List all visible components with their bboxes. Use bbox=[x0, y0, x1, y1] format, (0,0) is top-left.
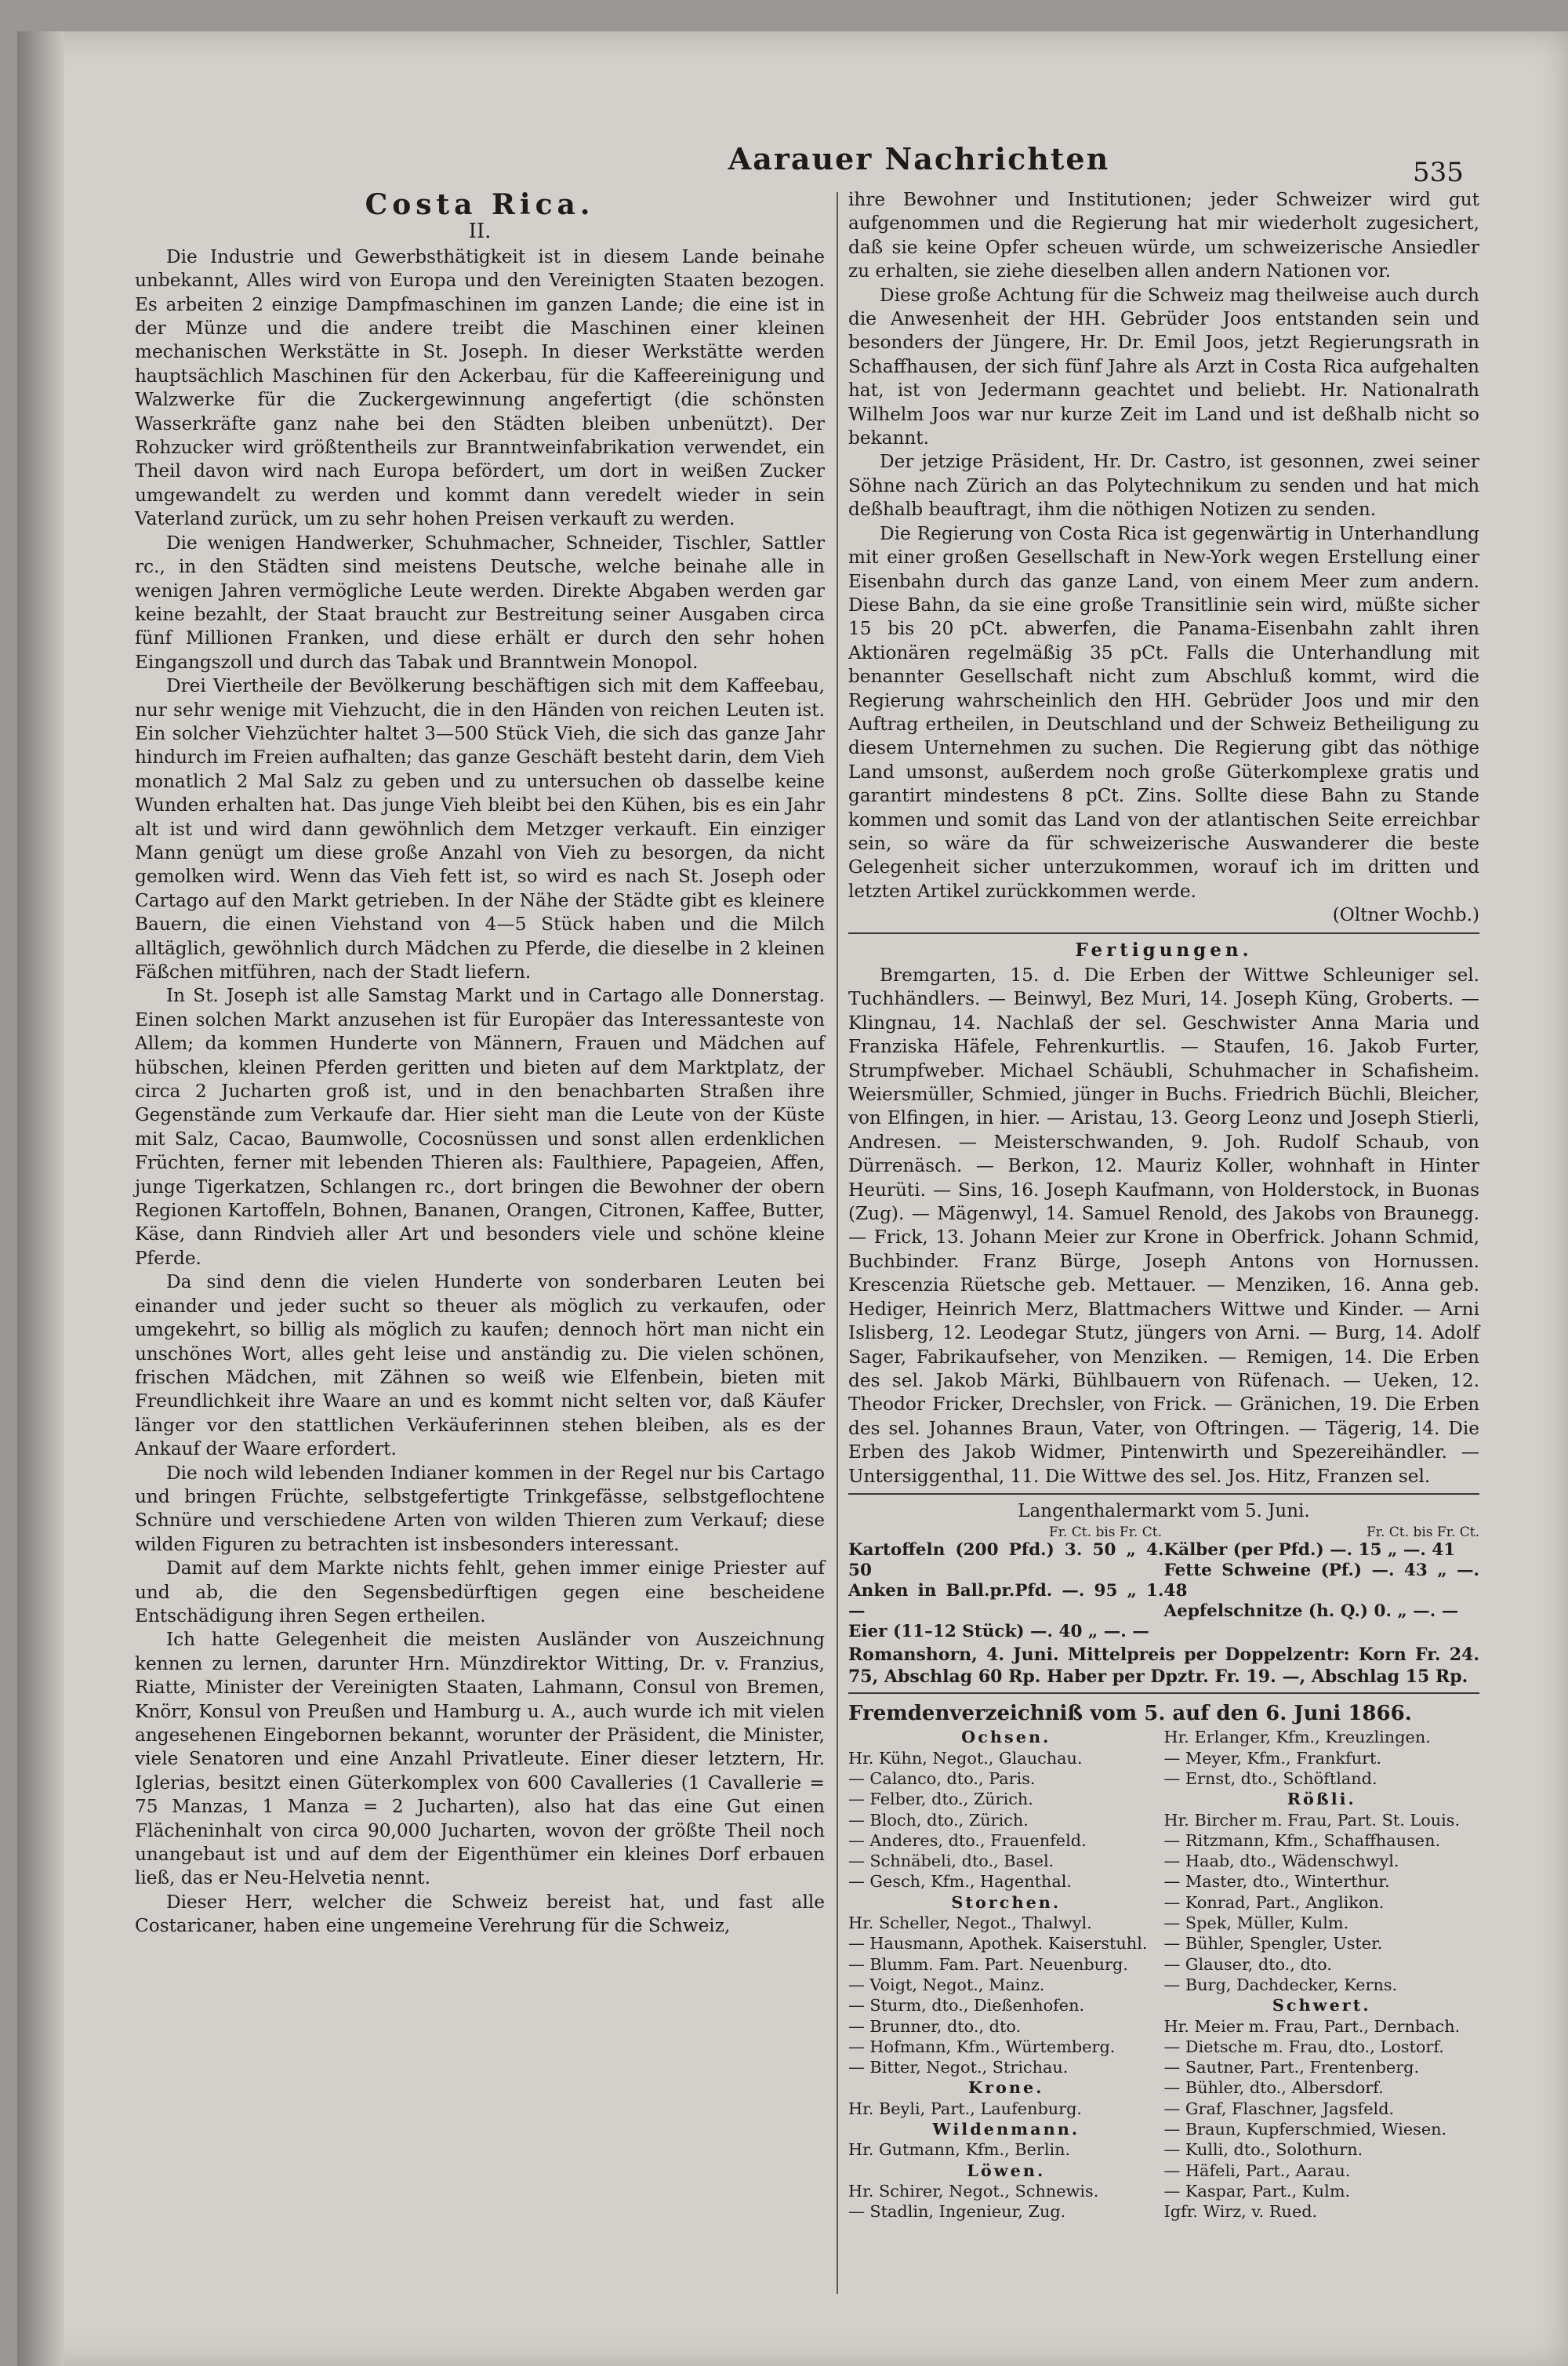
article-title: Costa Rica. bbox=[365, 188, 595, 221]
guest-entry: Igfr. Wirz, v. Rued. bbox=[1163, 2202, 1318, 2222]
fremden-left bbox=[848, 1727, 1164, 2222]
article-part: II. bbox=[468, 220, 492, 244]
guest-entry: — Glauser, dto., dto. bbox=[1163, 1954, 1332, 1974]
guest-entry: Hr. Scheller, Negot., Thalwyl. bbox=[848, 1914, 1092, 1933]
fremden-heading: Fremdenverzeichniß vom 5. auf den 6. Juni 1866. bbox=[848, 1702, 1412, 1726]
article-paragraph: Damit auf dem Markte nichts fehlt, gehen immer einige Priester auf und ab, die den Segensbedürftigen gegen eine bescheidene Entschädigung ihren Segen ertheilen. bbox=[135, 1557, 825, 1626]
guest-entry: — Bühler, Spengler, Uster. bbox=[1163, 1934, 1383, 1953]
article-paragraph: Die noch wild lebenden Indianer kommen in der Regel nur bis Cartago und bringen Früchte, selbstgefertigte Trinkgefässe, selbstgeflochtene Schnüre und verschiedene Arten von wilden Thieren zum Verkauf; diese wilden Figuren zu betrachten ist insbesonders interessant. bbox=[135, 1462, 825, 1555]
fremden-right bbox=[1164, 1727, 1480, 2222]
section-divider bbox=[848, 932, 1479, 934]
article-continuation: Die Regierung von Costa Rica ist gegenwärtig in Unterhandlung mit einer großen Gesellschaft in New-York wegen Erstellung einer Eisenbahn durch das ganze Land, von einem Meer zum andern. Diese Bahn, da sie eine große Transitlinie sein wird, müßte sicher 15 bis 20 pCt. abwerfen, die Panama-Eisenbahn zahlt ihren Aktionären regelmäßig 35 pCt. Falls die Unterhandlung mit benannter Gesellschaft nicht zum Abschluß kommt, wird die Regierung wahrscheinlich den HH. Gebrüder Joos und mir den Auftrag ertheilen, in Deutschland und der Schweiz Betheiligung zu diesem Unternehmen zu suchen. Die Regierung gibt das nöthige Land umsonst, außerdem noch große Güterkomplexe gratis und garantirt mindestens 8 pCt. Zins. Sollte diese Bahn zu Stande kommen und somit das Land von der atlantischen Seite erreichbar sein, so wäre da für schweizerische Auswanderer die beste Gelegenheit sicher unterzukommen, worauf ich im dritten und letzten Artikel zurückkommen werde. bbox=[848, 522, 1479, 902]
guest-entry: — Calanco, dto., Paris. bbox=[848, 1768, 1036, 1788]
guest-entry: — Blumm. Fam. Part. Neuenburg. bbox=[848, 1954, 1128, 1974]
hotel-name: Wildenmann. bbox=[932, 2118, 1080, 2139]
newspaper-page bbox=[17, 31, 1568, 2366]
hotel-name: Ochsen. bbox=[961, 1727, 1051, 1747]
guest-entry: — Haab, dto., Wädenschwyl. bbox=[1163, 1852, 1399, 1871]
column-rule bbox=[837, 192, 838, 2294]
guest-entry: — Anderes, dto., Frauenfeld. bbox=[848, 1830, 1087, 1850]
article-paragraph: In St. Joseph ist alle Samstag Markt und in Cartago alle Donnerstag. Einen solchen Markt anzusehen ist für Europäer das Interessanteste von Allem; da kommen Hunderte von Männern, Frauen und Mädchen auf hübschen, kleinen Pferden geritten und bieten auf dem Marktplatz, der circa 2 Jucharten groß ist, und in den benachbarten Straßen ihre Gegenstände zum Verkaufe dar. Hier sieht man die Leute von der Küste mit Salz, Cacao, Baumwolle, Cocosnüssen und sonst allen erdenklichen Früchten, ferner mit lebenden Thieren als: Faulthiere, Papageien, Affen, junge Tigerkatzen, Schlangen rc., dort bringen die Bewohner der obern Regionen Kartoffeln, Bohnen, Bananen, Orangen, Citronen, Kaffee, Butter, Käse, dann Rindvieh aller Art und besonders viele und schöne kleine Pferde. bbox=[135, 985, 825, 1269]
fertigungen-heading: Fertigungen. bbox=[1075, 939, 1253, 961]
market-row: Kartoffeln (200 Pfd.) 3. 50 „ 4. 50 bbox=[848, 1540, 1164, 1581]
market-row: Eier (11–12 Stück) —. 40 „ —. — bbox=[848, 1622, 1149, 1642]
guest-entry: — Schnäbeli, dto., Basel. bbox=[848, 1852, 1054, 1871]
market-units-left: Fr. Ct. bis Fr. Ct. bbox=[1048, 1525, 1162, 1541]
market-row: Kälber (per Pfd.) —. 15 „ —. 41 bbox=[1163, 1540, 1456, 1561]
guest-entry: — Master, dto., Winterthur. bbox=[1163, 1872, 1390, 1892]
article-paragraph: Dieser Herr, welcher die Schweiz bereist hat, und fast alle Costaricaner, haben eine ungemeine Verehrung für die Schweiz, bbox=[135, 1891, 825, 1937]
article-continuation: ihre Bewohner und Institutionen; jeder Schweizer wird gut aufgenommen und die Regierung hat mir wiederholt zugesichert, daß sie keine Opfer scheuen würde, um schweizerische Ansiedler zu erhalten, sie ziehe dieselben allen andern Nationen vor. bbox=[848, 189, 1479, 282]
article-paragraph: Ich hatte Gelegenheit die meisten Ausländer von Auszeichnung kennen zu lernen, darunter Hrn. Münzdirektor Witting, Dr. v. Franzius, Riatte, Minister der Vereinigten Staaten, Lahmann, Consul von Bremen, Knörr, Konsul von Preußen und Hamburg u. A., auch wurde ich mit vielen angesehenen Eingebornen bekannt, worunter der Präsident, die Minister, viele Senatoren und eine Anzahl Privatleute. Einer dieser letztern, Hr. Iglerias, besitzt einen Güterkomplex von 600 Cavalleries (1 Cavallerie = 75 Manzas, 1 Manza = 2 Jucharten), also hat das eine Gut einen Flächeninhalt von circa 90,000 Jucharten, wovon der größte Theil noch unangebaut ist und auf dem der Eigenthümer ein kleines Dorf erbauen ließ, das er Neu-Helvetia nennt. bbox=[135, 1629, 825, 1889]
page-number: 535 bbox=[1413, 157, 1464, 188]
market-left bbox=[848, 1540, 1164, 1642]
market-row: Aepfelschnitze (h. Q.) 0. „ —. — bbox=[1163, 1601, 1459, 1622]
market-heading: Langenthalermarkt vom 5. Juni. bbox=[1018, 1500, 1310, 1521]
guest-entry: — Hofmann, Kfm., Würtemberg. bbox=[848, 2037, 1116, 2056]
market-note: Romanshorn, 4. Juni. Mittelpreis per Doppelzentr: Korn Fr. 24. 75, Abschlag 60 Rp. Haber per Dpztr. Fr. 19. —, Abschlag 15 Rp. bbox=[848, 1645, 1479, 1688]
guest-entry: — Häfeli, Part., Aarau. bbox=[1163, 2161, 1351, 2180]
market-row: Fette Schweine (Pf.) —. 43 „ —. 48 bbox=[1163, 1561, 1479, 1601]
guest-entry: Hr. Erlanger, Kfm., Kreuzlingen. bbox=[1163, 1728, 1431, 1747]
hotel-name: Storchen. bbox=[951, 1892, 1062, 1912]
guest-entry: — Ritzmann, Kfm., Schaffhausen. bbox=[1163, 1830, 1441, 1850]
market-units bbox=[848, 1525, 1479, 1540]
guest-entry: — Hausmann, Apothek. Kaiserstuhl. bbox=[848, 1934, 1148, 1953]
guest-entry: Hr. Gutmann, Kfm., Berlin. bbox=[848, 2140, 1071, 2160]
left-column bbox=[135, 188, 825, 1939]
article-paragraph: Die wenigen Handwerker, Schuhmacher, Schneider, Tischler, Sattler rc., in den Städten sind meistens Deutsche, welche beinahe alle in wenigen Jahren vermögliche Leute werden. Direkte Abgaben werden gar keine bezahlt, der Staat braucht zur Bestreitung seiner Ausgaben circa fünf Millionen Franken, und diese erhält er durch den sehr hohen Eingangszoll und durch das Tabak und Branntwein Monopol. bbox=[135, 532, 825, 673]
article-continuation: Der jetzige Präsident, Hr. Dr. Castro, ist gesonnen, zwei seiner Söhne nach Zürich an das Polytechnikum zu senden und hat mich deßhalb beauftragt, ihm die nöthigen Notizen zu senden. bbox=[848, 451, 1479, 521]
article-paragraph: Da sind denn die vielen Hunderte von sonderbaren Leuten bei einander und jeder sucht so theuer als möglich zu verkaufen, oder umgekehrt, so billig als möglich zu kaufen; dennoch hört man nicht ein unschönes Wort, alles geht leise und anständig zu. Die vielen schönen, frischen Mädchen, mit Zähnen so weiß wie Elfenbein, bieten mit Freundlichkeit ihre Waare an und es kommt nicht selten vor, daß Käufer länger vor den stattlichen Verkäuferinnen stehen bleiben, als es der Ankauf der Waare erfordert. bbox=[135, 1271, 825, 1460]
guest-entry: — Stadlin, Ingenieur, Zug. bbox=[848, 2202, 1066, 2222]
running-head: Aarauer Nachrichten bbox=[728, 141, 1110, 176]
guest-entry: Hr. Kühn, Negot., Glauchau. bbox=[848, 1748, 1083, 1768]
guest-entry: — Felber, dto., Zürich. bbox=[848, 1790, 1033, 1809]
guest-entry: — Kulli, dto., Solothurn. bbox=[1163, 2140, 1363, 2160]
hotel-name: Schwert. bbox=[1272, 1995, 1371, 2015]
guest-entry: — Graf, Flaschner, Jagsfeld. bbox=[1163, 2099, 1395, 2118]
guest-entry: — Meyer, Kfm., Frankfurt. bbox=[1163, 1748, 1381, 1768]
article-continuation: Diese große Achtung für die Schweiz mag theilweise auch durch die Anwesenheit der HH. Gebrüder Joos entstanden sein und besonders der Jüngere, Hr. Dr. Emil Joos, jetzt Regierungsrath in Schaffhausen, der sich fünf Jahre als Arzt in Costa Rica aufgehalten hat, ist von Jedermann geachtet und beliebt. Hr. Nationalrath Wilhelm Joos war nur kurze Zeit im Land und ist deßhalb nicht so bekannt. bbox=[848, 284, 1479, 449]
hotel-name: Löwen. bbox=[967, 2160, 1046, 2180]
market-units-right: Fr. Ct. bis Fr. Ct. bbox=[1366, 1525, 1479, 1541]
guest-entry: — Brunner, dto., dto. bbox=[848, 2016, 1022, 2036]
guest-entry: — Burg, Dachdecker, Kerns. bbox=[1163, 1975, 1398, 1994]
guest-entry: — Bloch, dto., Zürich. bbox=[848, 1810, 1029, 1830]
article-paragraph: Die Industrie und Gewerbsthätigkeit ist in diesem Lande beinahe unbekannt, Alles wird von Europa und den Vereinigten Staaten bezogen. Es arbeiten 2 einzige Dampfmaschinen im ganzen Lande; die eine ist in der Münze und die andere treibt die Maschinen einer kleinen mechanischen Werkstätte in St. Joseph. In dieser Werkstätte werden hauptsächlich Maschinen für den Ackerbau, für die Kaffeereinigung und Walzwerke für die Zuckergewinnung angefertigt (die schönsten Wasserkräfte ganz nahe bei den Städten bleiben unbenützt). Der Rohzucker wird größtentheils zur Branntweinfabrikation verwendet, ein Theil davon wird nach Europa befördert, um dort in weißen Zucker umgewandelt zu werden und kommt dann veredelt wieder in sein Vaterland zurück, um zu sehr hohen Preisen verkauft zu werden. bbox=[135, 245, 825, 530]
market-row: Anken in Ball.pr.Pfd. —. 95 „ 1. — bbox=[848, 1581, 1164, 1622]
guest-entry: Hr. Schirer, Negot., Schnewis. bbox=[848, 2181, 1099, 2201]
section-divider bbox=[848, 1493, 1479, 1495]
guest-entry: — Konrad, Part., Anglikon. bbox=[1163, 1892, 1385, 1912]
guest-entry: — Dietsche m. Frau, dto., Lostorf. bbox=[1163, 2037, 1444, 2056]
market-right bbox=[1164, 1540, 1480, 1642]
fertigungen-text: Bremgarten, 15. d. Die Erben der Wittwe Schleuniger sel. Tuchhändlers. — Beinwyl, Bez Muri, 14. Joseph Küng, Groberts. — Klingnau, 14. Nachlaß der sel. Geschwister Anna Maria und Franziska Häfele, Fehrenkurtlis. — Staufen, 16. Jakob Furter, Strumpfweber. Michael Schäubli, Schuhmacher in Schafisheim. Weiersmüller, Schmied, jünger in Buchs. Friedrich Büchli, Bleicher, von Elfingen, in hier. — Aristau, 13. Georg Leonz und Joseph Stierli, Andresen. — Meisterschwanden, 9. Joh. Rudolf Schaub, von Dürrenäsch. — Berkon, 12. Mauriz Koller, wohnhaft in Hinter Heurüti. — Sins, 16. Joseph Kaufmann, von Holderstock, in Buonas (Zug). — Mägenwyl, 14. Samuel Renold, des Jakobs von Braunegg. — Frick, 13. Johann Meier zur Krone in Oberfrick. Johann Schmid, Buchbinder. Franz Bürge, Joseph Antons von Hornussen. Krescenzia Rüetsche geb. Mettauer. — Menziken, 16. Anna geb. Hediger, Heinrich Merz, Blattmachers Wittwe und Kinder. — Arni Islisberg, 12. Leodegar Stutz, jüngers von Arni. — Burg, 14. Adolf Sager, Fabrikaufseher, von Menziken. — Remigen, 14. Die Erben des sel. Jakob Märki, Bühlbauern von Rüfenach. — Ueken, 12. Theodor Fricker, Drechsler, von Frick. — Gränichen, 19. Die Erben des sel. Johannes Braun, Vater, von Oftringen. — Tägerig, 14. Die Erben des Jakob Widmer, Pintenwirth und Spezereihändler. — Untersiggenthal, 11. Die Wittwe des sel. Jos. Hitz, Franzen sel. bbox=[848, 965, 1479, 1487]
guest-entry: — Ernst, dto., Schöftland. bbox=[1163, 1768, 1377, 1788]
guest-entry: Hr. Meier m. Frau, Part., Dernbach. bbox=[1163, 2016, 1461, 2036]
fremden-table bbox=[848, 1727, 1479, 2222]
guest-entry: — Bühler, dto., Albersdorf. bbox=[1163, 2078, 1384, 2098]
guest-entry: — Bitter, Negot., Strichau. bbox=[848, 2058, 1069, 2077]
guest-entry: — Kaspar, Part., Kulm. bbox=[1163, 2181, 1351, 2201]
hotel-name: Rößli. bbox=[1287, 1789, 1356, 1809]
guest-entry: — Sautner, Part., Frentenberg. bbox=[1163, 2058, 1420, 2077]
binding-gutter bbox=[17, 31, 64, 2366]
market-table bbox=[848, 1540, 1479, 1642]
article-paragraph: Drei Viertheile der Bevölkerung beschäftigen sich mit dem Kaffeebau, nur sehr wenige mit Viehzucht, die in den Händen von reichen Leuten ist. Ein solcher Viehzüchter haltet 3—500 Stück Vieh, die sich das ganze Jahr hindurch im Freien aufhalten; das ganze Geschäft besteht darin, dem Vieh monatlich 2 Mal Salz zu geben und zu untersuchen ob dasselbe keine Wunden erhalten hat. Das junge Vieh bleibt bei den Kühen, bis es ein Jahr alt ist und wird dann gewöhnlich dem Metzger verkauft. Ein einziger Mann genügt um diese große Anzahl von Vieh zu besorgen, da nicht gemolken wird. Wenn das Vieh fett ist, so wird es nach St. Joseph oder Cartago auf den Markt getrieben. In der Nähe der Städte gibt es kleinere Bauern, die einen Viehstand von 4—5 Stück haben und die Milch alltäglich, gewöhnlich durch Mädchen zu Pferde, die dieselbe in 2 kleinen Fäßchen mitführen, nach der Stadt liefern. bbox=[135, 675, 825, 983]
section-divider bbox=[848, 1692, 1479, 1694]
guest-entry: — Gesch, Kfm., Hagenthal. bbox=[848, 1872, 1073, 1892]
guest-entry: — Voigt, Negot., Mainz. bbox=[848, 1975, 1045, 1994]
article-source: (Oltner Wochb.) bbox=[1332, 904, 1479, 926]
guest-entry: Hr. Beyli, Part., Laufenburg. bbox=[848, 2099, 1083, 2118]
guest-entry: — Spek, Müller, Kulm. bbox=[1163, 1914, 1349, 1933]
guest-entry: — Sturm, dto., Dießenhofen. bbox=[848, 1996, 1085, 2015]
guest-entry: Hr. Bircher m. Frau, Part. St. Louis. bbox=[1163, 1810, 1461, 1830]
hotel-name: Krone. bbox=[968, 2077, 1044, 2098]
right-column bbox=[848, 188, 1479, 2222]
guest-entry: — Braun, Kupferschmied, Wiesen. bbox=[1163, 2119, 1447, 2139]
